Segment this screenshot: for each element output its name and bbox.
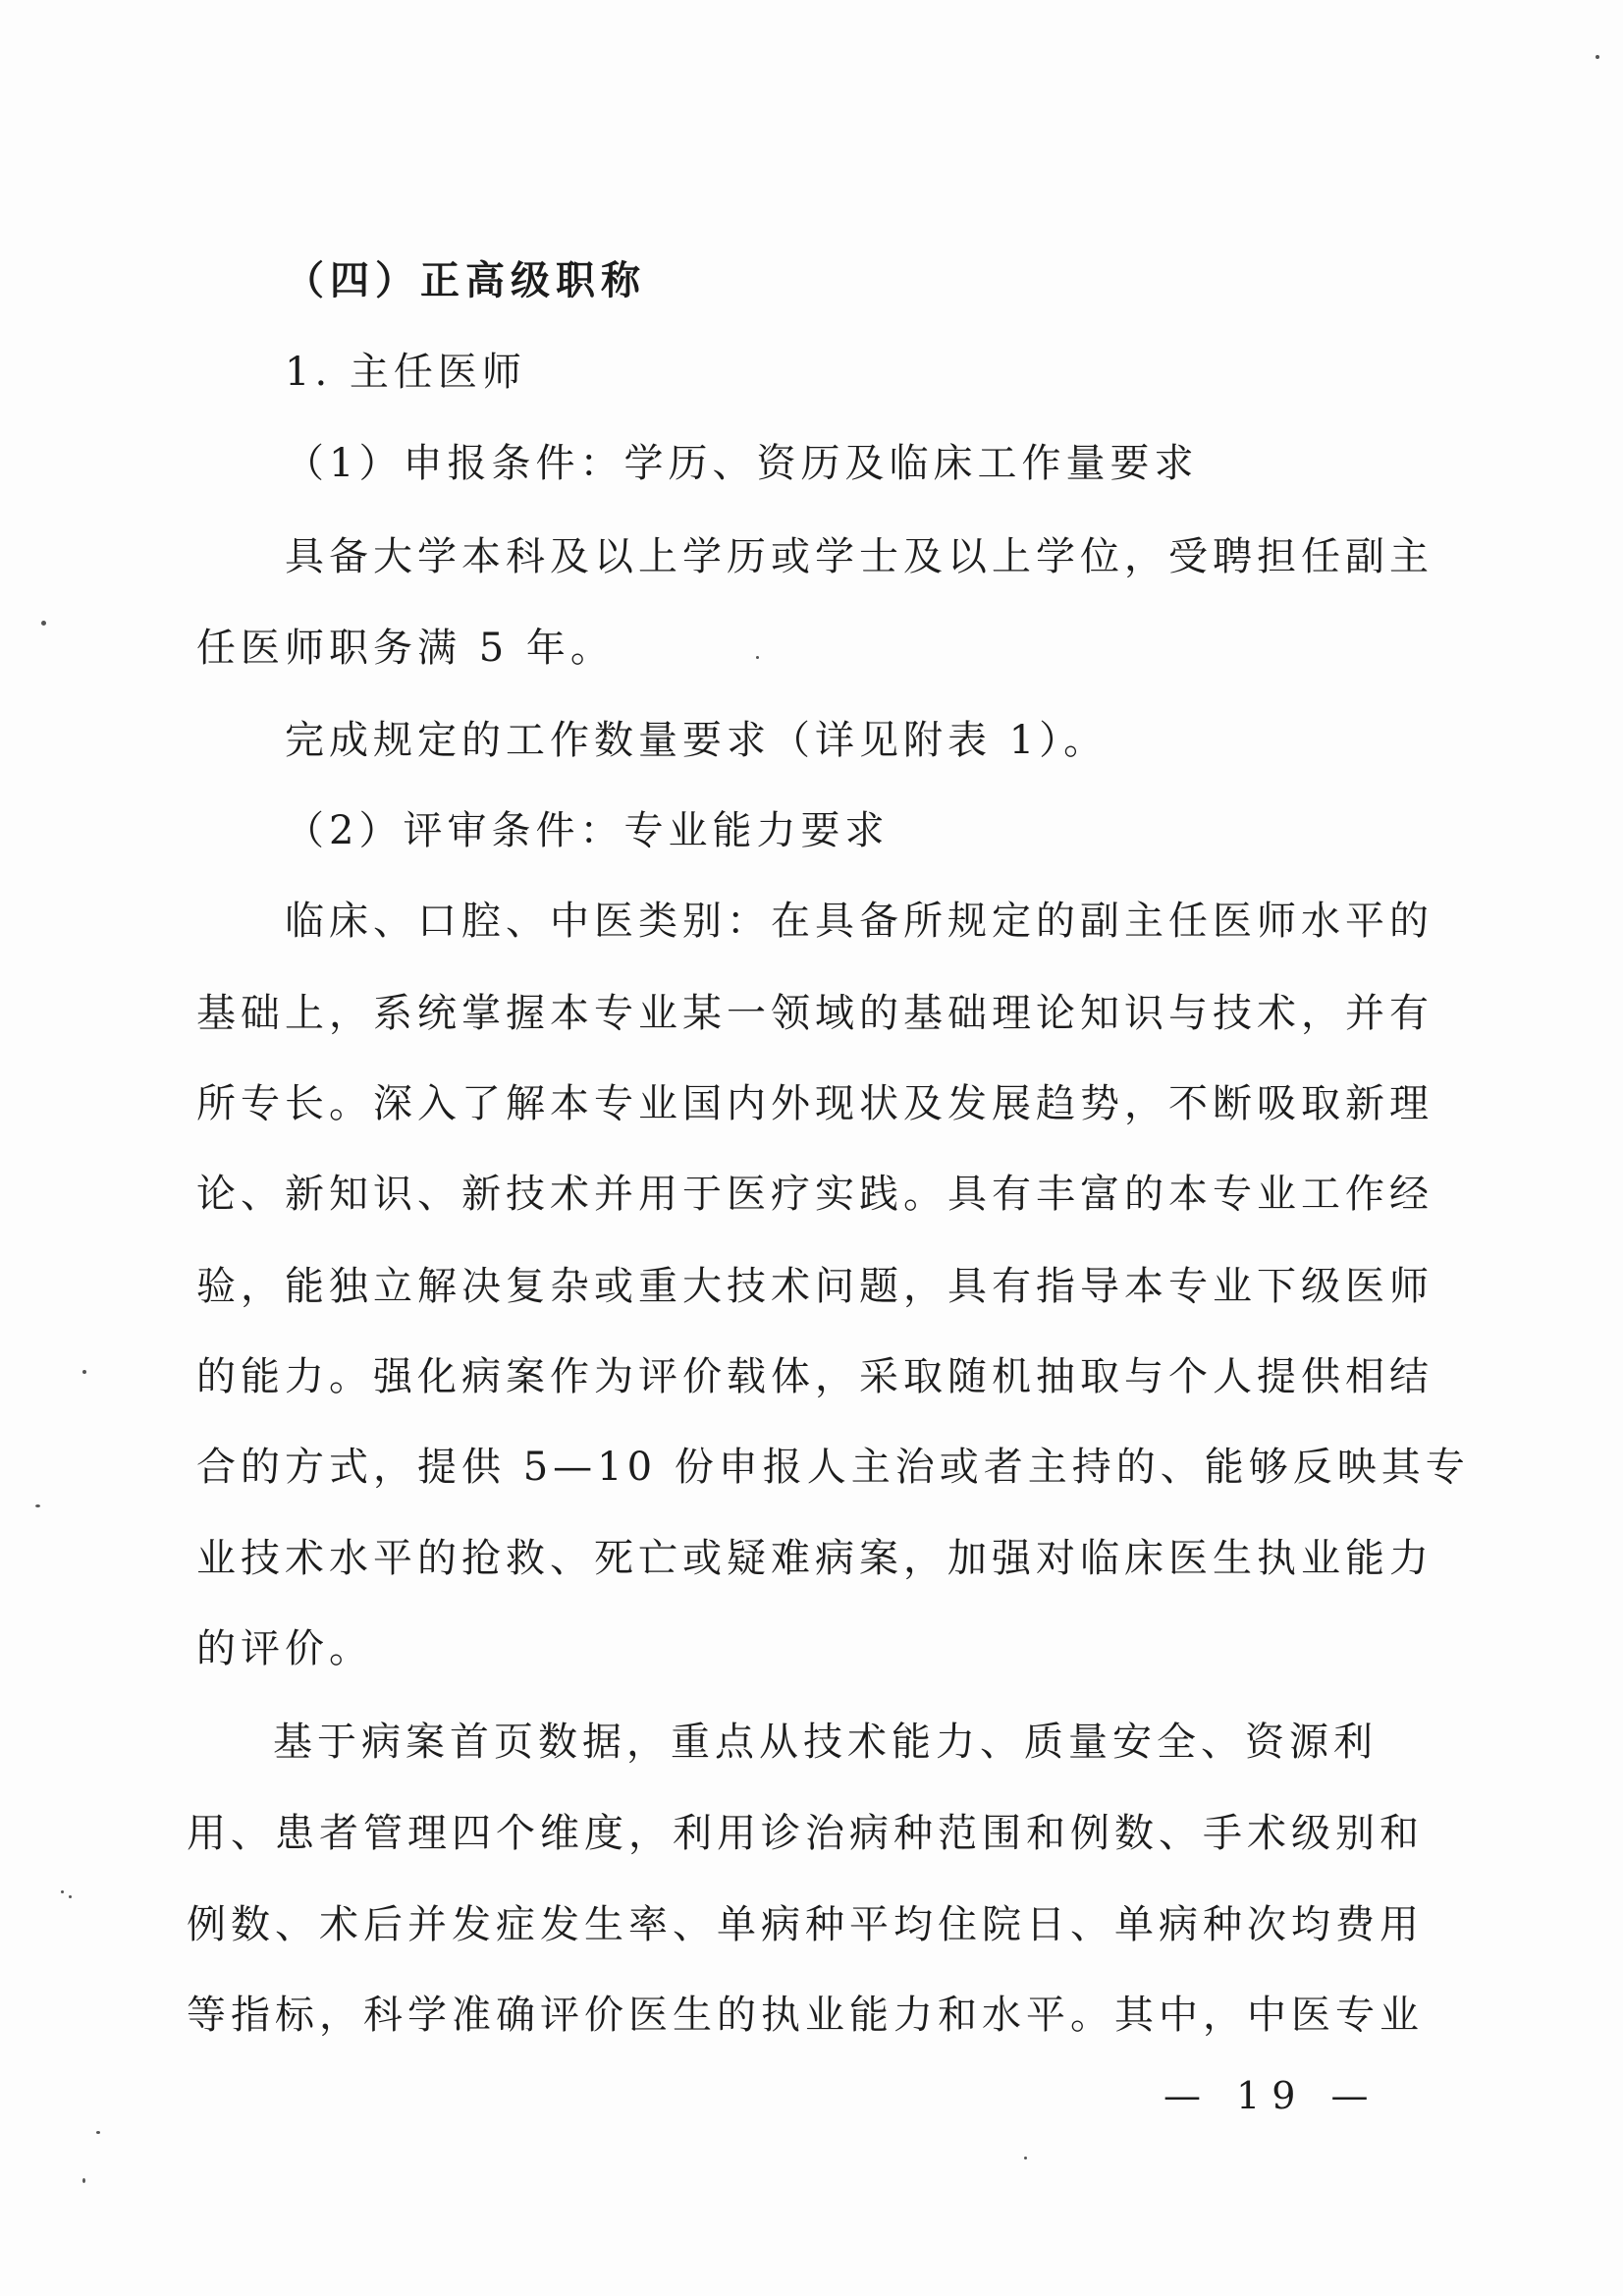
page-number: — 19 — [1163,2074,1380,2117]
paragraph-line: 基础上，系统掌握本专业某一领域的基础理论知识与技术，并有 [196,991,1434,1036]
scan-speck [82,1370,86,1374]
paragraph-line: 例数、术后并发症发生率、单病种平均住院日、单病种次均费用 [187,1902,1424,1947]
paragraph-line: 临床、口腔、中医类别：在具备所规定的副主任医师水平的 [285,899,1434,944]
paragraph-line: 等指标，科学准确评价医生的执业能力和水平。其中，中医专业 [187,1993,1424,2038]
item1-title: （1）申报条件：学历、资历及临床工作量要求 [285,441,1199,486]
scan-speck [82,2178,85,2183]
scan-speck [35,1504,40,1507]
scan-speck [61,1890,64,1893]
scan-speck [69,1895,72,1898]
paragraph-line: 的能力。强化病案作为评价载体，采取随机抽取与个人提供相结 [196,1354,1434,1399]
scan-speck [1024,2157,1027,2159]
scan-speck [756,656,759,659]
paragraph-line: 任医师职务满 5 年。 [196,626,615,671]
section-heading: （四）正高级职称 [285,257,646,303]
paragraph-line: 用、患者管理四个维度，利用诊治病种范围和例数、手术级别和 [187,1811,1424,1856]
paragraph-line: 验，能独立解决复杂或重大技术问题，具有指导本专业下级医师 [196,1264,1434,1309]
paragraph-line: 论、新知识、新技术并用于医疗实践。具有丰富的本专业工作经 [196,1172,1434,1217]
scan-speck [96,2131,100,2134]
item2-title: （2）评审条件：专业能力要求 [285,808,890,853]
paragraph-line: 完成规定的工作数量要求（详见附表 1）。 [285,718,1109,763]
paragraph-line: 业技术水平的抢救、死亡或疑难病案，加强对临床医生执业能力 [196,1536,1434,1581]
paragraph-line: 所专长。深入了解本专业国内外现状及发展趋势，不断吸取新理 [196,1081,1434,1126]
scan-speck [41,621,46,626]
paragraph-line: 基于病案首页数据，重点从技术能力、质量安全、资源利 [273,1720,1378,1765]
paragraph-line: 具备大学本科及以上学历或学士及以上学位，受聘担任副主 [285,534,1434,579]
scan-speck [1596,55,1599,59]
subsection-title: 1. 主任医师 [285,350,526,395]
paragraph-line: 合的方式，提供 5—10 份申报人主治或者主持的、能够反映其专 [196,1445,1470,1490]
paragraph-line: 的评价。 [196,1626,373,1671]
